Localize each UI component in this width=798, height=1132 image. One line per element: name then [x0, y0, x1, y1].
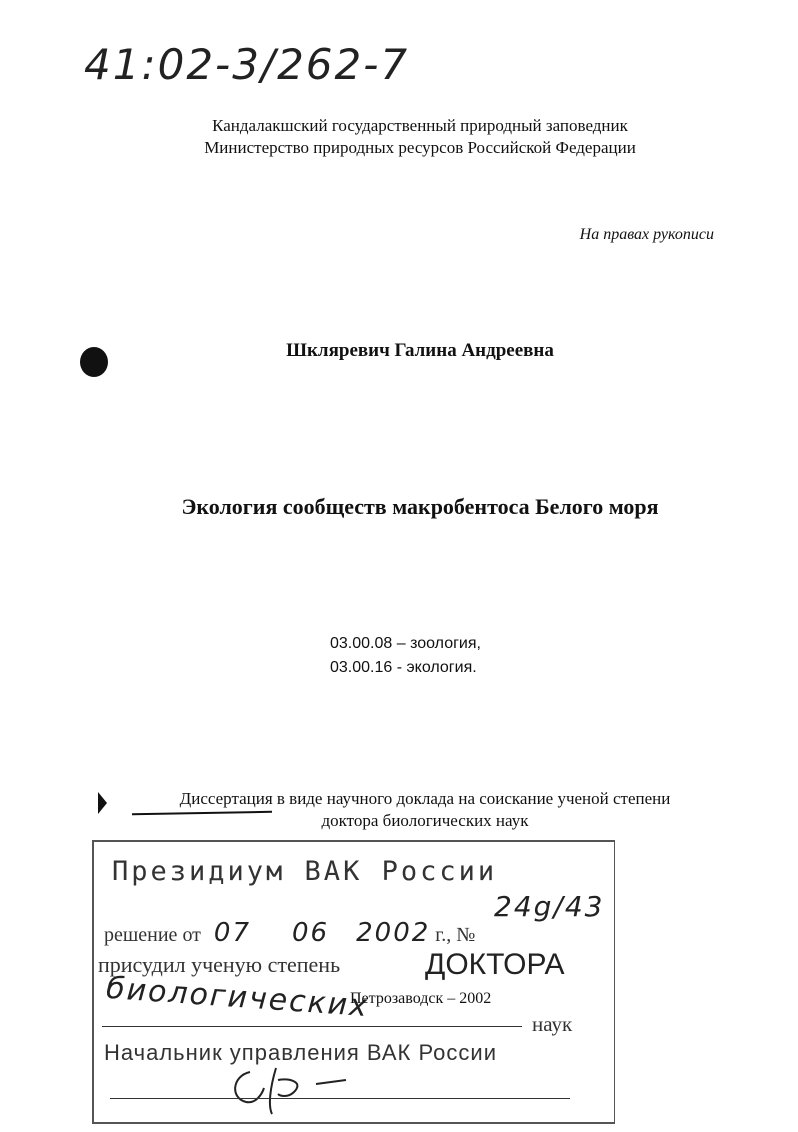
specialty-2: 03.00.16 - экология.	[330, 659, 477, 676]
stamp-decision-row	[104, 918, 475, 948]
rights-note: На правах рукописи	[579, 226, 714, 243]
document-title: Экология сообществ макробентоса Белого моря	[181, 494, 659, 519]
stamp-heading: Президиум ВАК России	[112, 856, 498, 887]
stamp-field-line	[102, 1026, 522, 1027]
org-line-2: Министерство природных ресурсов Российской Федерации	[204, 138, 636, 157]
stamp-decision-year: 2002	[356, 918, 431, 948]
dissertation-statement	[120, 788, 730, 832]
stamp-decision-day: 07	[213, 918, 252, 948]
stamp-science-label: наук	[532, 1012, 573, 1036]
organization-header	[120, 115, 720, 159]
org-line-1: Кандалакшский государственный природный заповедник	[212, 116, 628, 135]
stamp-signature-line	[110, 1098, 570, 1099]
archive-number: 41:02-3/262-7	[84, 40, 410, 89]
punch-hole-mark	[80, 347, 108, 377]
specialty-1: 03.00.08 – зоология,	[330, 635, 481, 652]
stamp-field-handwritten: биологических	[105, 970, 371, 1025]
stamp-decision-label: решение от	[104, 924, 201, 946]
stamp-degree: ДОКТОРА	[425, 948, 565, 981]
stamp-chief-label: Начальник управления ВАК России	[104, 1040, 497, 1065]
stamp-decision-number: 24g/43	[494, 890, 605, 923]
stamp-decision-year-suffix: г., №	[435, 924, 476, 946]
margin-arrow-mark	[98, 792, 107, 814]
dissertation-line-1: Диссертация в виде научного доклада на соискание ученой степени	[179, 789, 671, 808]
stamp-decision-month: 06	[292, 918, 330, 948]
dissertation-line-2: доктора биологических наук	[321, 811, 529, 830]
stamp-awarded-label: присудил ученую степень	[98, 952, 341, 977]
place-year: Петрозаводск – 2002	[350, 990, 492, 1007]
signature	[220, 1058, 380, 1118]
specialties	[330, 632, 481, 680]
author-name: Шкляревич Галина Андреевна	[286, 340, 554, 361]
